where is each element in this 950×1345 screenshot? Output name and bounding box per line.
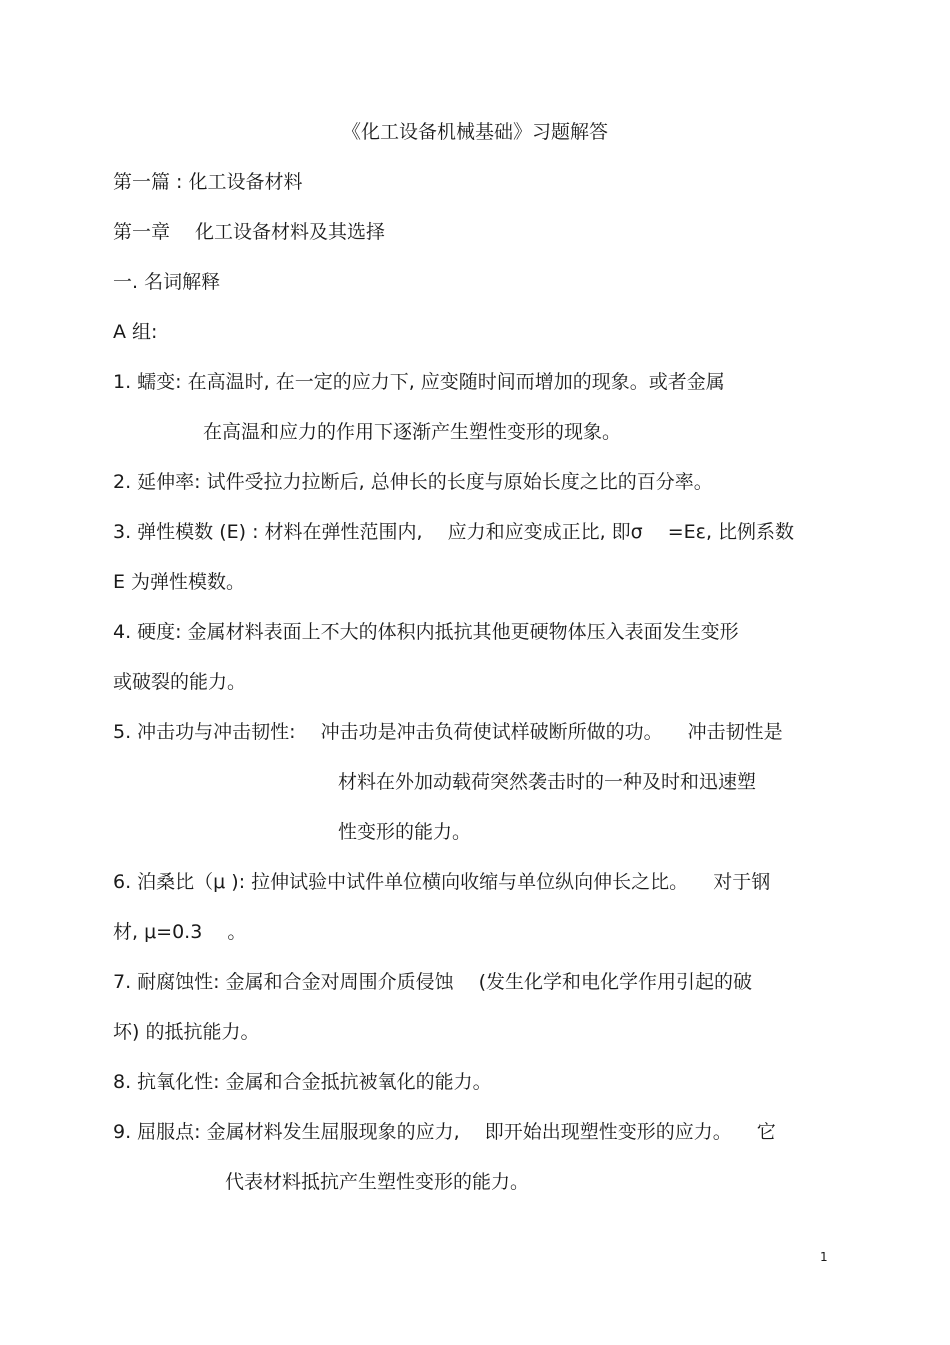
term-corrosion-line-1: 7. 耐腐蚀性: 金属和合金对周围介质侵蚀 (发生化学和电化学作用引起的破: [113, 971, 753, 993]
term-elastic-modulus-line-2: E 为弹性模数。: [113, 571, 246, 593]
term-hardness-line-1: 4. 硬度: 金属材料表面上不大的体积内抵抗其他更硬物体压入表面发生变形: [113, 621, 739, 643]
term-creep-line-2: 在高温和应力的作用下逐渐产生塑性变形的现象。: [203, 421, 622, 443]
term-yield-line-1: 9. 屈服点: 金属材料发生屈服现象的应力, 即开始出现塑性变形的应力。 它: [113, 1121, 776, 1143]
chapter-heading: 第一章 化工设备材料及其选择: [113, 221, 386, 243]
term-impact-line-1: 5. 冲击功与冲击韧性: 冲击功是冲击负荷使试样破断所做的功。 冲击韧性是: [113, 721, 783, 743]
term-corrosion-line-2: 坏) 的抵抗能力。: [113, 1021, 260, 1043]
part-heading: 第一篇 : 化工设备材料: [113, 171, 303, 193]
term-hardness-line-2: 或破裂的能力。: [113, 671, 247, 693]
term-oxidation-line-1: 8. 抗氧化性: 金属和合金抵抗被氧化的能力。: [113, 1071, 492, 1093]
term-yield-line-2: 代表材料抵抗产生塑性变形的能力。: [225, 1171, 530, 1193]
term-creep-line-1: 1. 蠕变: 在高温时, 在一定的应力下, 应变随时间而增加的现象。或者金属: [113, 371, 725, 393]
document-title: 《化工设备机械基础》习题解答: [341, 121, 608, 143]
group-label: A 组:: [113, 321, 158, 343]
term-poisson-line-1: 6. 泊桑比（μ ): 拉伸试验中试件单位横向收缩与单位纵向伸长之比。 对于钢: [113, 871, 771, 893]
section-heading: 一. 名词解释: [113, 271, 221, 293]
term-elastic-modulus-line-1: 3. 弹性模数 (E) : 材料在弹性范围内, 应力和应变成正比, 即σ =Eε, 比例系数: [113, 521, 795, 543]
page-number: 1: [820, 1250, 828, 1264]
term-elongation-line-1: 2. 延伸率: 试件受拉力拉断后, 总伸长的长度与原始长度之比的百分率。: [113, 471, 713, 493]
term-impact-line-2: 材料在外加动载荷突然袭击时的一种及时和迅速塑: [338, 771, 757, 793]
term-poisson-line-2: 材, μ=0.3 。: [113, 921, 247, 943]
term-impact-line-3: 性变形的能力。: [338, 821, 472, 843]
